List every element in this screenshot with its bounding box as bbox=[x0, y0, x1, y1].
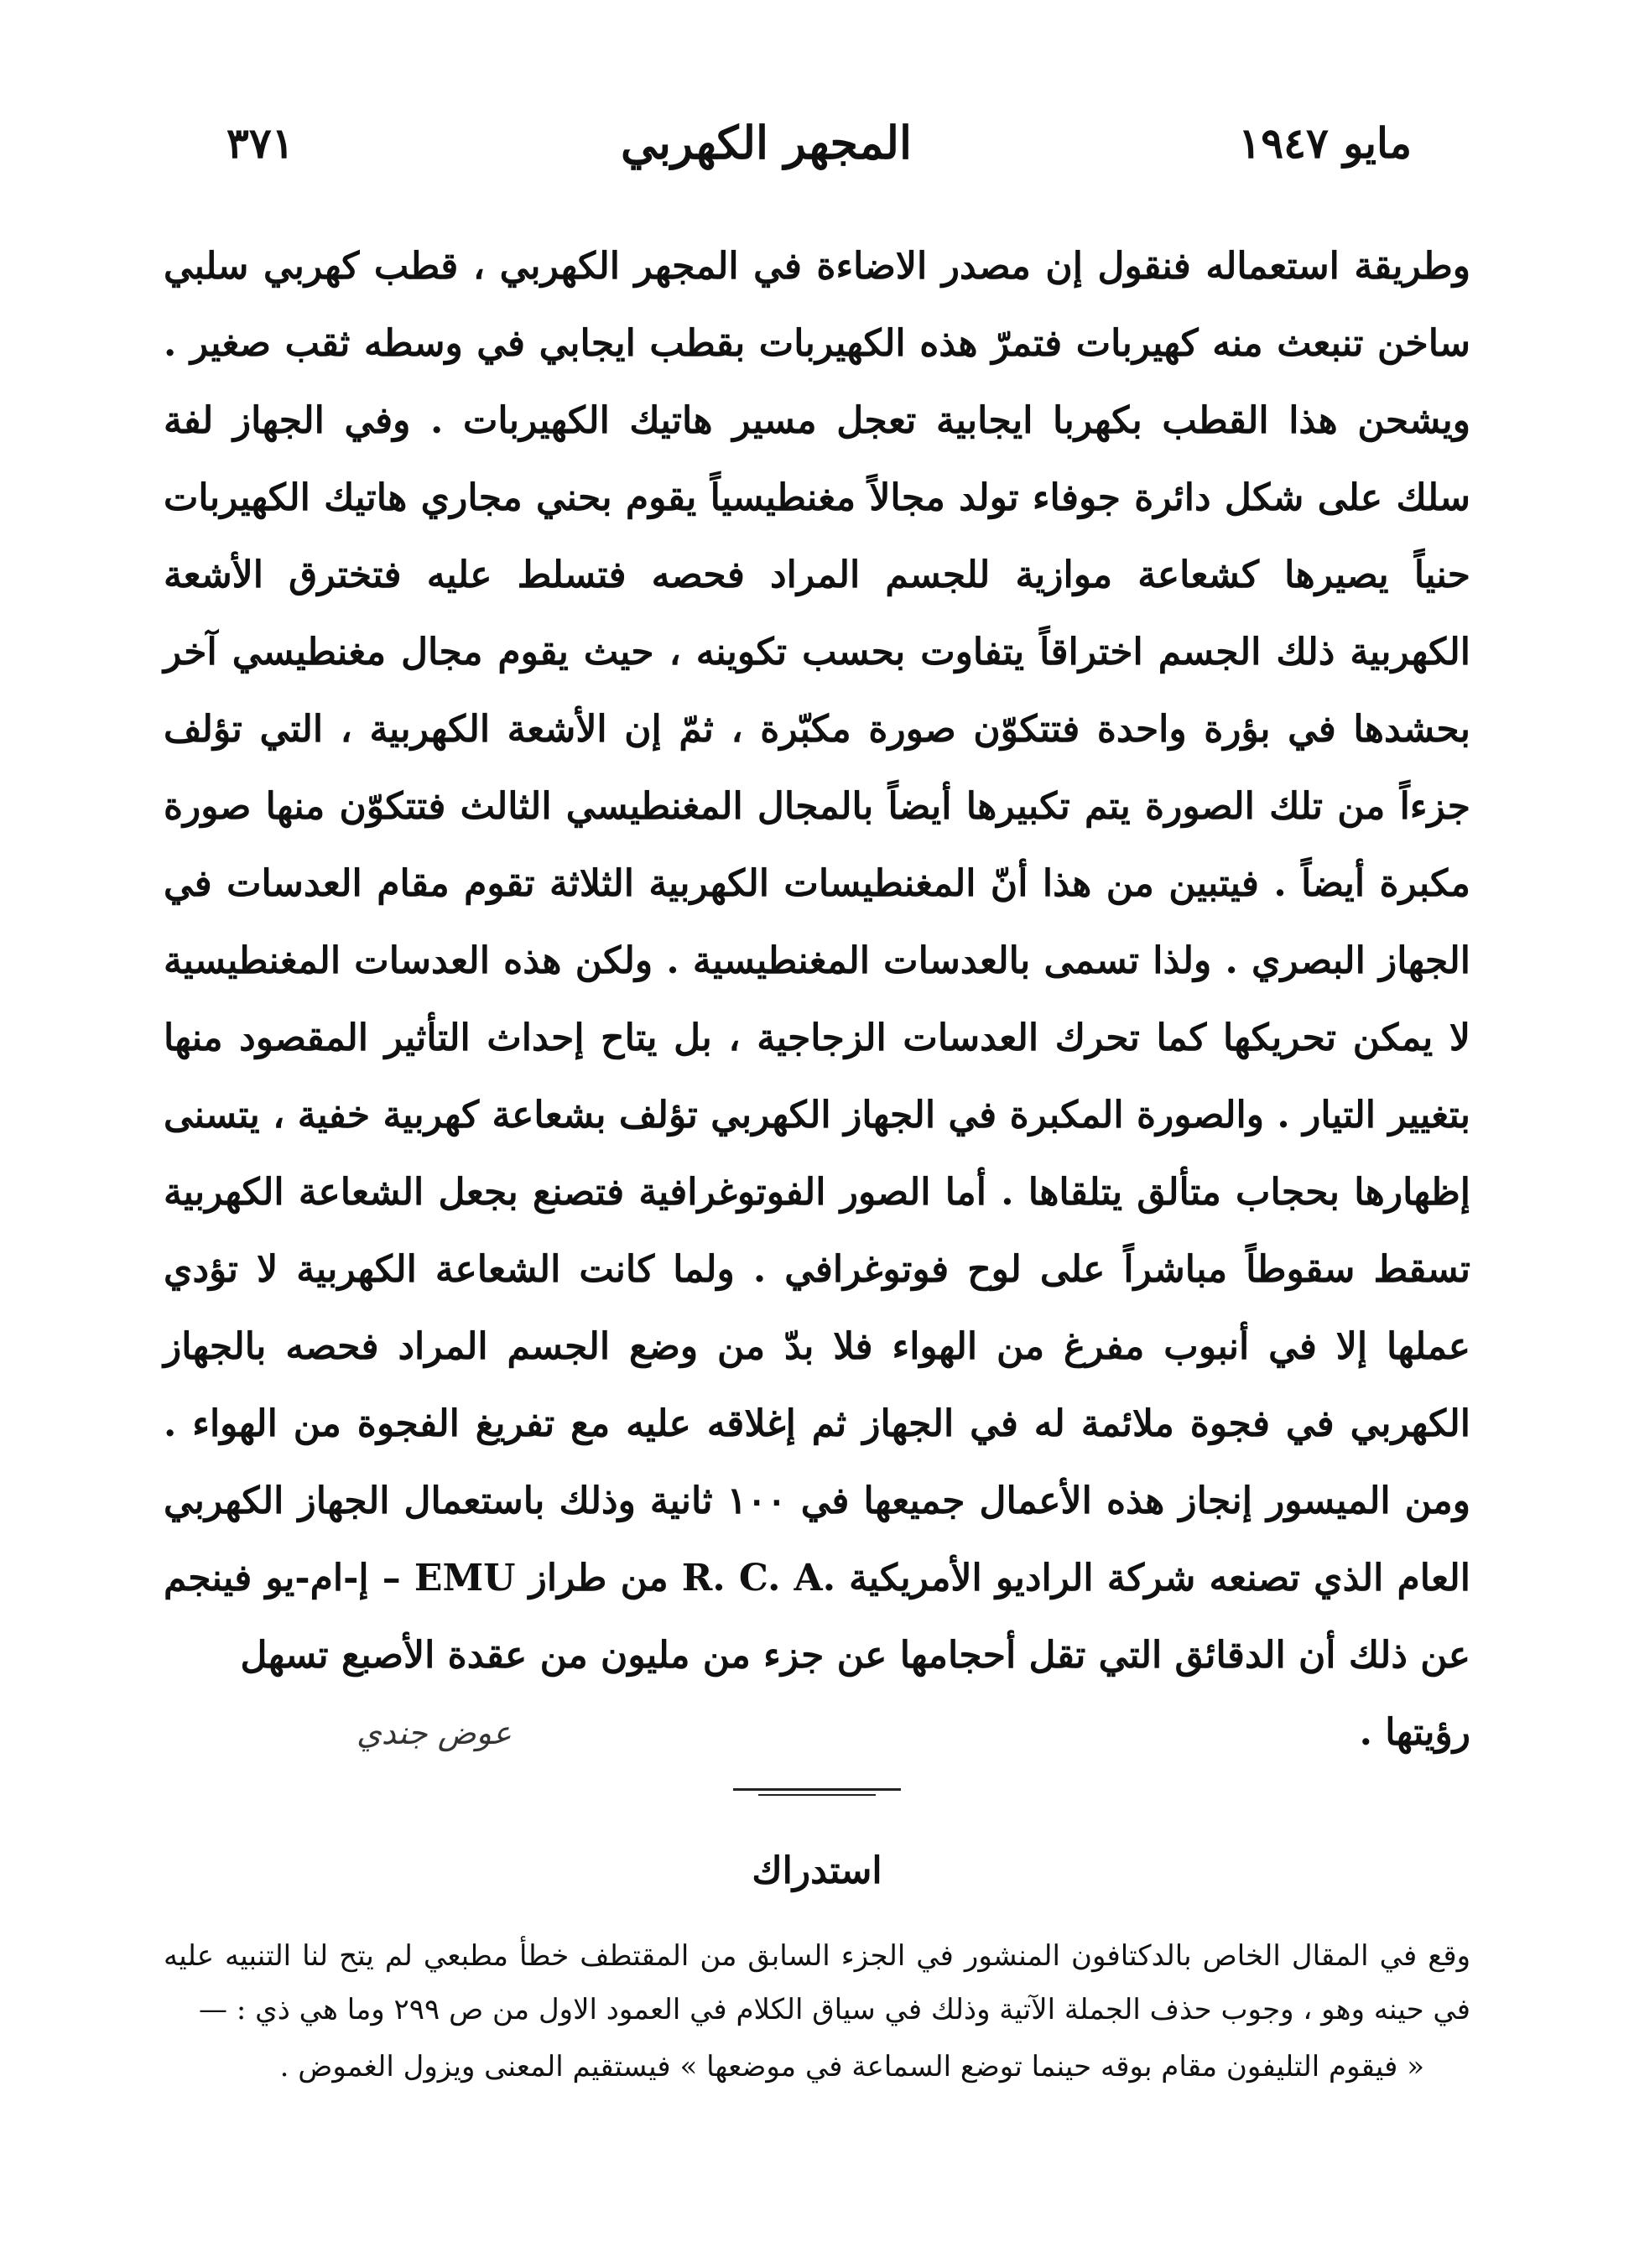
page-number: ٣٧١ bbox=[226, 117, 294, 168]
correction-text: وقع في المقال الخاص بالدكتافون المنشور في الجزء السابق من المقتطف خطأ مطبعي لم يتح لنا التنبيه عليه في حينه وهو ، وجوب حذف الجملة الآتية وذلك في سياق الكلام في العمود الاول من ص ٢٩٩ وما هي ذي : — bbox=[164, 1939, 1470, 2026]
correction-note bbox=[164, 1929, 1470, 2094]
page-header bbox=[226, 113, 1412, 172]
running-title: المجهر الكهربي bbox=[620, 116, 913, 169]
article-last-line: رؤيتها . bbox=[1359, 1711, 1470, 1754]
correction-title: استدراك bbox=[752, 1849, 882, 1892]
section-divider bbox=[733, 1788, 901, 1797]
article-closing-line bbox=[164, 1694, 1470, 1771]
correction-quote: « فيقوم التليفون مقام بوقه حينما توضع السماعة في موضعها » فيستقيم المعنى ويزول الغموض . bbox=[279, 2050, 1424, 2083]
author-signature: عوض جندي bbox=[356, 1714, 512, 1751]
header-date: مايو ١٩٤٧ bbox=[1238, 117, 1412, 168]
article-paragraph: وطريقة استعماله فنقول إن مصدر الاضاءة في المجهر الكهربي ، قطب كهربي سلبي ساخن تنبعث منه كهيربات فتمرّ هذه الكهيربات بقطب ايجابي في وسطه ثقب صغير . ويشحن هذا القطب بكهربا ايجابية تعجل مسير هاتيك الكهيربات . وفي الجهاز لفة سلك على شكل دائرة جوفاء تولد مجالاً مغنطيسياً يقوم بحني مجاري هاتيك الكهيربات حنياً يصيرها كشعاعة موازية للجسم المراد فحصه فتسلط عليه فتخترق الأشعة الكهربية ذلك الجسم اختراقاً يتفاوت بحسب تكوينه ، حيث يقوم مجال مغنطيسي آخر بحشدها في بؤرة واحدة فتتكوّن صورة مكبّرة ، ثمّ إن الأشعة الكهربية ، التي تؤلف جزءاً من تلك الصورة يتم تكبيرها أيضاً بالمجال المغنطيسي الثالث فتتكوّن منها صورة مكبرة أيضاً . فيتبين من هذا أنّ المغنطيسات الكهربية الثلاثة تقوم مقام العدسات في الجهاز البصري . ولذا تسمى بالعدسات المغنطيسية . ولكن هذه العدسات المغنطيسية لا يمكن تحريكها كما تحرك العدسات الزجاجية ، بل يتاح إحداث التأثير المقصود منها بتغيير التيار . والصورة المكبرة في الجهاز الكهربي تؤلف بشعاعة كهربية خفية ، يتسنى إظهارها بحجاب متألق يتلقاها . أما الصور الفوتوغرافية فتصنع بجعل الشعاعة الكهربية تسقط سقوطاً مباشراً على لوح فوتوغرافي . ولما كانت الشعاعة الكهربية لا تؤدي عملها إلا في أنبوب مفرغ من الهواء فلا بدّ من وضع الجسم المراد فحصه بالجهاز الكهربي في فجوة ملائمة له في الجهاز ثم إغلاقه عليه مع تفريغ الفجوة من الهواء . ومن الميسور إنجاز هذه الأعمال جميعها في ١٠٠ ثانية وذلك باستعمال الجهاز الكهربي العام الذي تصنعه شركة الراديو الأمريكية .R. C. A من طراز EMU – إ-ام-يو فينجم عن ذلك أن الدقائق التي تقل أحجامها عن جزء من مليون من عقدة الأصبع تسهل bbox=[164, 245, 1471, 1677]
article-body bbox=[164, 228, 1470, 1771]
